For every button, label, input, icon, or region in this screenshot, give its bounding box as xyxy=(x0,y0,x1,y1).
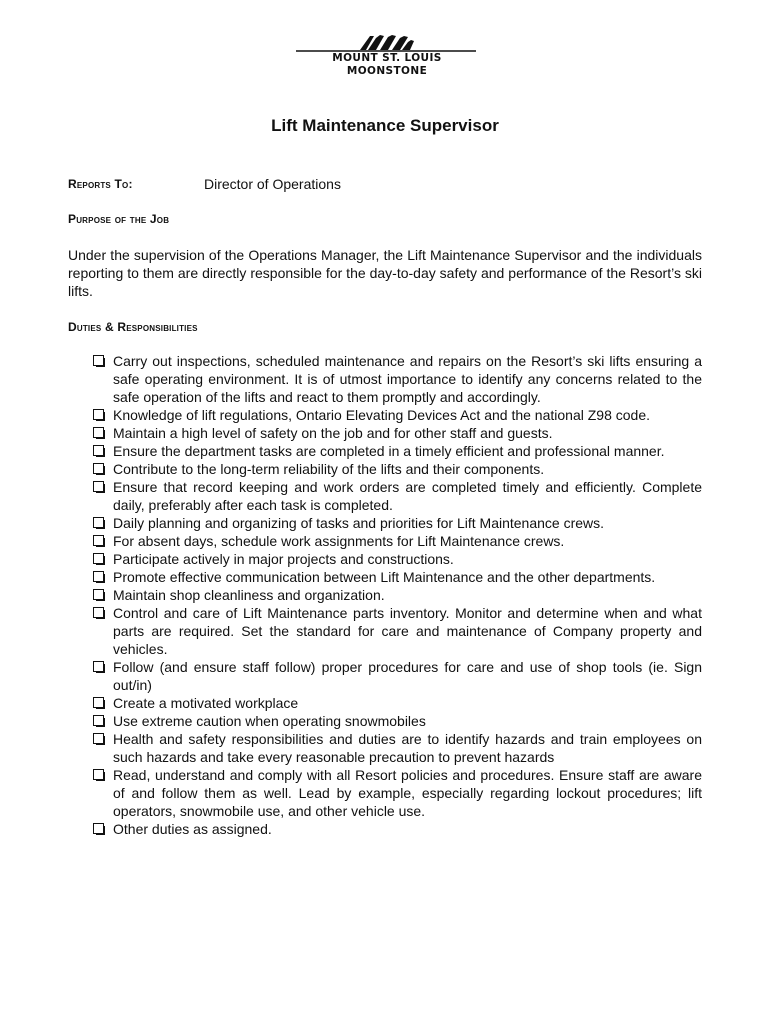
duty-text: Promote effective communication between Lift Maintenance and the other departments. xyxy=(113,569,656,585)
duty-list-item xyxy=(92,406,702,424)
duty-text: Use extreme caution when operating snowmobiles xyxy=(113,713,426,729)
logo-name-line2: MOONSTONE xyxy=(346,65,428,77)
duty-text: Carry out inspections, scheduled maintenance and repairs on the Resort’s ski lifts ensuring a safe operating environment. It is of utmost importance to identify any concerns related to the safe operation of the lifts and react to them promptly and accordingly. xyxy=(113,353,702,405)
checkbox-bullet-icon xyxy=(93,769,104,780)
duty-text: For absent days, schedule work assignments for Lift Maintenance crews. xyxy=(113,533,565,549)
duty-text: Read, understand and comply with all Resort policies and procedures. Ensure staff are aware of and follow them as well. Lead by example, especially regarding lockout procedures; lift operators, snowmobile use, and other vehicle use. xyxy=(113,767,702,819)
duty-text: Control and care of Lift Maintenance parts inventory. Monitor and determine when and what parts are required. Set the standard for care and maintenance of Company property and vehicles. xyxy=(113,605,702,657)
purpose-heading: Purpose of the Job xyxy=(68,212,170,226)
duty-text: Create a motivated workplace xyxy=(113,695,299,711)
checkbox-bullet-icon xyxy=(93,715,104,726)
checkbox-bullet-icon xyxy=(93,697,104,708)
checkbox-bullet-icon xyxy=(93,535,104,546)
duty-list-item xyxy=(92,550,702,568)
duty-list-item xyxy=(92,820,702,838)
checkbox-bullet-icon xyxy=(93,481,104,492)
page-title: Lift Maintenance Supervisor xyxy=(271,116,499,135)
checkbox-bullet-icon xyxy=(93,571,104,582)
checkbox-bullet-icon xyxy=(93,517,104,528)
reports-to-label: Reports To: xyxy=(68,177,133,191)
duty-text: Follow (and ensure staff follow) proper procedures for care and use of shop tools (ie. Sign out/in) xyxy=(113,659,702,693)
duty-list-item xyxy=(92,532,702,550)
duties-list xyxy=(92,352,702,838)
duty-list-item xyxy=(92,766,702,820)
purpose-text: Under the supervision of the Operations Manager, the Lift Maintenance Supervisor and the individuals reporting to them are directly responsible for the day-to-day safety and performance of the Resort’s ski lifts. xyxy=(68,247,702,299)
duty-list-item xyxy=(92,586,702,604)
duty-list-item xyxy=(92,352,702,406)
duty-list-item xyxy=(92,478,702,514)
duty-text: Participate actively in major projects and constructions. xyxy=(113,551,454,567)
checkbox-bullet-icon xyxy=(93,589,104,600)
duty-list-item xyxy=(92,712,702,730)
checkbox-bullet-icon xyxy=(93,661,104,672)
duty-list-item xyxy=(92,514,702,532)
logo-name-line1: MOUNT ST. LOUIS xyxy=(332,52,442,64)
duty-list-item xyxy=(92,568,702,586)
duty-text: Other duties as assigned. xyxy=(113,821,272,837)
duty-list-item xyxy=(92,460,702,478)
duty-text: Maintain a high level of safety on the job and for other staff and guests. xyxy=(113,425,553,441)
checkbox-bullet-icon xyxy=(93,733,104,744)
company-logo xyxy=(290,30,480,84)
duty-text: Contribute to the long-term reliability of the lifts and their components. xyxy=(113,461,545,477)
checkbox-bullet-icon xyxy=(93,355,104,366)
duty-text: Ensure that record keeping and work orders are completed timely and efficiently. Complete daily, preferably after each task is completed. xyxy=(113,479,702,513)
duty-list-item xyxy=(92,730,702,766)
checkbox-bullet-icon xyxy=(93,445,104,456)
checkbox-bullet-icon xyxy=(93,553,104,564)
duty-list-item xyxy=(92,658,702,694)
checkbox-bullet-icon xyxy=(93,427,104,438)
checkbox-bullet-icon xyxy=(93,463,104,474)
duty-text: Daily planning and organizing of tasks and priorities for Lift Maintenance crews. xyxy=(113,515,605,531)
duties-heading: Duties & Responsibilities xyxy=(68,320,198,334)
duty-text: Knowledge of lift regulations, Ontario Elevating Devices Act and the national Z98 code. xyxy=(113,407,650,423)
duty-text: Maintain shop cleanliness and organization. xyxy=(113,587,385,603)
mountain-logo-icon xyxy=(290,30,480,54)
duty-list-item xyxy=(92,442,702,460)
reports-to-value: Director of Operations xyxy=(204,176,341,192)
duty-text: Ensure the department tasks are completed in a timely efficient and professional manner. xyxy=(113,443,665,459)
checkbox-bullet-icon xyxy=(93,823,104,834)
duty-list-item xyxy=(92,424,702,442)
duty-list-item xyxy=(92,604,702,658)
duty-text: Health and safety responsibilities and duties are to identify hazards and train employees on such hazards and take every reasonable precaution to prevent hazards xyxy=(113,731,702,765)
duty-list-item xyxy=(92,694,702,712)
checkbox-bullet-icon xyxy=(93,409,104,420)
checkbox-bullet-icon xyxy=(93,607,104,618)
